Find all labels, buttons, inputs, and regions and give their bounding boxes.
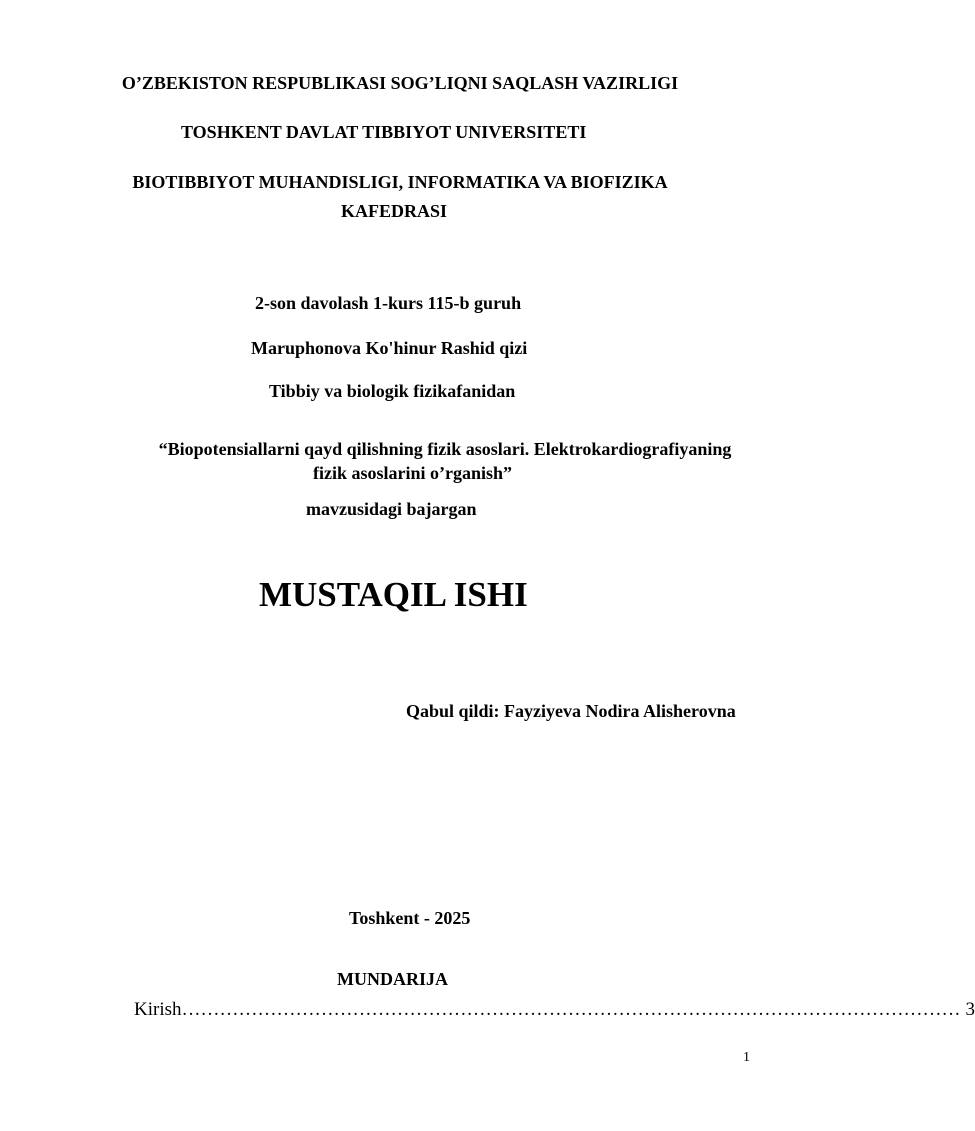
topic-line1: “Biopotensiallarni qayd qilishning fizik asoslari. Elektrokardiografiyaning — [158, 439, 732, 459]
page-number: 1 — [743, 1050, 750, 1065]
toc-entry-label: Kirish — [134, 999, 182, 1020]
topic-line2: fizik asoslarini o’rganish” — [313, 463, 513, 483]
topic-suffix: mavzusidagi bajargan — [306, 499, 477, 519]
toc-entry-page: 3 — [965, 999, 975, 1020]
ministry-heading: O’ZBEKISTON RESPUBLIKASI SOG’LIQNI SAQLASH VAZIRLIGI — [121, 73, 679, 93]
place-year: Toshkent - 2025 — [349, 908, 471, 928]
toc-entry[interactable] — [134, 998, 975, 1022]
work-title: MUSTAQIL ISHI — [259, 575, 528, 614]
university-heading: TOSHKENT DAVLAT TIBBIYOT UNIVERSITETI — [181, 122, 587, 142]
contents-heading: MUNDARIJA — [337, 969, 448, 989]
student-group: 2-son davolash 1-kurs 115-b guruh — [255, 293, 522, 313]
subject-line: Tibbiy va biologik fizikafanidan — [269, 381, 516, 401]
student-name: Maruphonova Ko'hinur Rashid qizi — [251, 338, 528, 358]
toc-leader-dots: …………………………………………………………………………………………………………… — [181, 999, 961, 1020]
department-heading-line1: BIOTIBBIYOT MUHANDISLIGI, INFORMATIKA VA BIOFIZIKA — [132, 172, 668, 192]
reviewer: Qabul qildi: Fayziyeva Nodira Alisherovna — [406, 701, 736, 721]
department-heading-line2: KAFEDRASI — [341, 201, 448, 221]
